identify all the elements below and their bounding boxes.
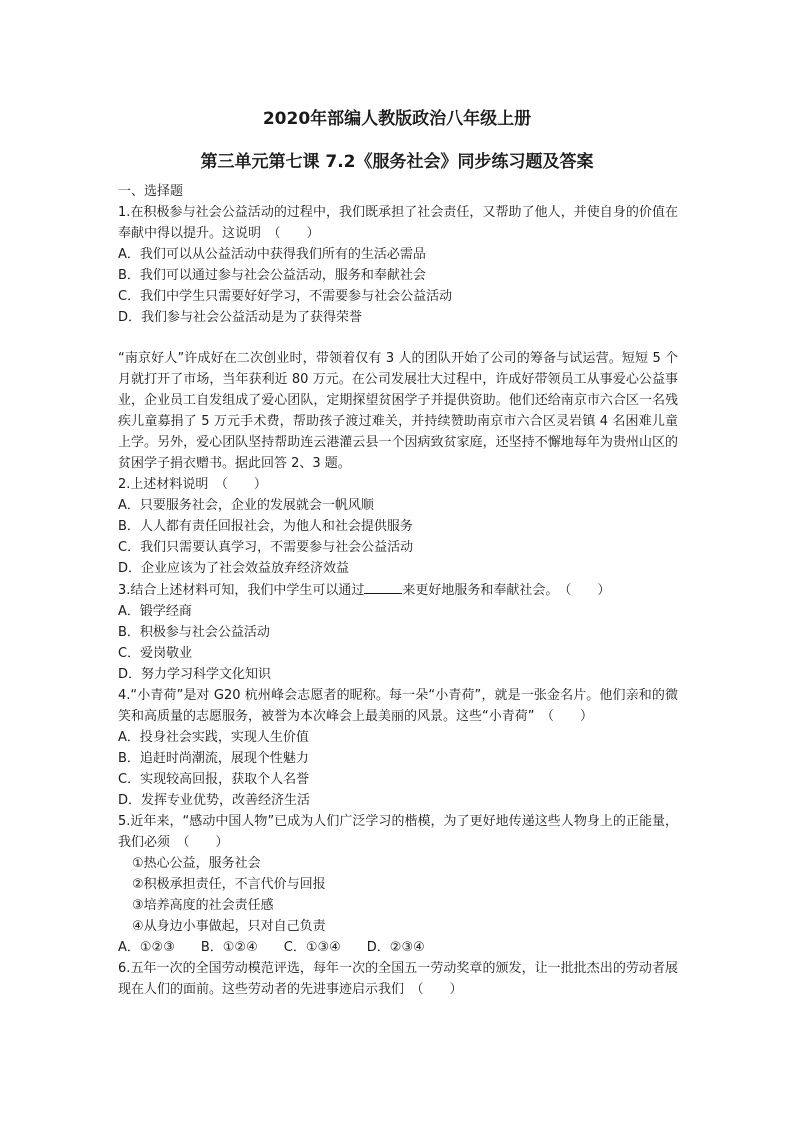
question-2-option-d: D．企业应该为了社会效益放弃经济效益 — [118, 561, 350, 576]
question-2-stem: 2.上述材料说明 （ ） — [118, 477, 267, 492]
question-3-option-a: A．锻学经商 — [118, 604, 192, 619]
question-2-option-a: A．只要服务社会，企业的发展就会一帆风顺 — [118, 498, 374, 513]
question-1-option-b: B．我们可以通过参与社会公益活动，服务和奉献社会 — [118, 268, 426, 283]
question-3-option-b: B．积极参与社会公益活动 — [118, 625, 270, 640]
document-subtitle: 第三单元第七课 7.2《服务社会》同步练习题及答案 — [200, 152, 594, 172]
question-2-option-b: B．人人都有责任回报社会，为他人和社会提供服务 — [118, 519, 413, 534]
question-4-option-a: A．投身社会实践，实现人生价值 — [118, 730, 309, 745]
question-3-stem-after: 来更好地服务和奉献社会。 （ ） — [402, 583, 611, 598]
question-5-item-2: ②积极承担责任，不言代价与回报 — [132, 877, 326, 892]
fill-in-blank — [364, 579, 402, 594]
question-4-option-c: C．实现较高回报，获取个人名誉 — [118, 772, 310, 787]
document-title: 2020年部编人教版政治八年级上册 — [262, 109, 532, 129]
question-1-stem: 1.在积极参与社会公益活动的过程中，我们既承担了社会责任，又帮助了他人，并使自身的价值在奉献中得以提升。这说明 （ ） — [118, 205, 678, 241]
question-1-option-d: D．我们参与社会公益活动是为了获得荣誉 — [118, 310, 363, 325]
question-5-item-1: ①热心公益，服务社会 — [132, 856, 261, 871]
spacer — [118, 328, 678, 348]
section-heading: 一、选择题 — [118, 184, 184, 199]
question-5-stem: 5.近年来，“感动中国人物”已成为人们广泛学习的楷模，为了更好地传递这些人物身上的正能量，我们必须 （ ） — [118, 814, 678, 850]
question-5-choices: A．①②③ B．①②④ C．①③④ D．②③④ — [118, 940, 425, 955]
document-body — [118, 181, 678, 1000]
reading-passage: “南京好人”许成好在二次创业时，带领着仅有 3 人的团队开始了公司的筹备与试运营。短短 5 个月就打开了市场，当年获利近 80 万元。在公司发展壮大过程中，许成好带领员工从事爱心公益事业，企业员工自发组成了爱心团队，定期探望贫困学子并提供资助。他们还给南京市六合区一名残疾儿童募捐了 5 万元手术费，帮助孩子渡过难关，并持续赞助南京市六合区灵岩镇 4 名困难儿童上学。另外，爱心团队坚持帮助连云港灌云县一个因病致贫家庭，还坚持不懈地每年为贵州山区的贫困学子捐衣赠书。据此回答 2、3 题。 — [118, 351, 678, 471]
question-2-option-c: C．我们只需要认真学习，不需要参与社会公益活动 — [118, 540, 414, 555]
question-4-stem: 4.“小青荷”是对 G20 杭州峰会志愿者的昵称。每一朵“小青荷”，就是一张金名片。他们亲和的微笑和高质量的志愿服务，被誉为本次峰会上最美丽的风景。这些“小青荷” （ ） — [118, 688, 678, 724]
question-4-option-b: B．追赶时尚潮流，展现个性魅力 — [118, 751, 309, 766]
question-4-option-d: D．发挥专业优势，改善经济生活 — [118, 793, 311, 808]
question-3-stem — [118, 579, 678, 601]
question-1-option-c: C．我们中学生只需要好好学习，不需要参与社会公益活动 — [118, 289, 453, 304]
question-5-item-3: ③培养高度的社会责任感 — [132, 898, 274, 913]
question-5-item-4: ④从身边小事做起，只对自己负责 — [132, 919, 326, 934]
question-6-stem: 6.五年一次的全国劳动模范评选，每年一次的全国五一劳动奖章的颁发，让一批批杰出的劳动者展现在人们的面前。这些劳动者的先进事迹启示我们 （ ） — [118, 961, 678, 997]
question-3-option-c: C．爱岗敬业 — [118, 646, 193, 661]
question-1-option-a: A．我们可以从公益活动中获得我们所有的生活必需品 — [118, 247, 426, 262]
question-3-option-d: D．努力学习科学文化知识 — [118, 667, 272, 682]
question-3-stem-before: 3.结合上述材料可知，我们中学生可以通过 — [118, 583, 365, 598]
